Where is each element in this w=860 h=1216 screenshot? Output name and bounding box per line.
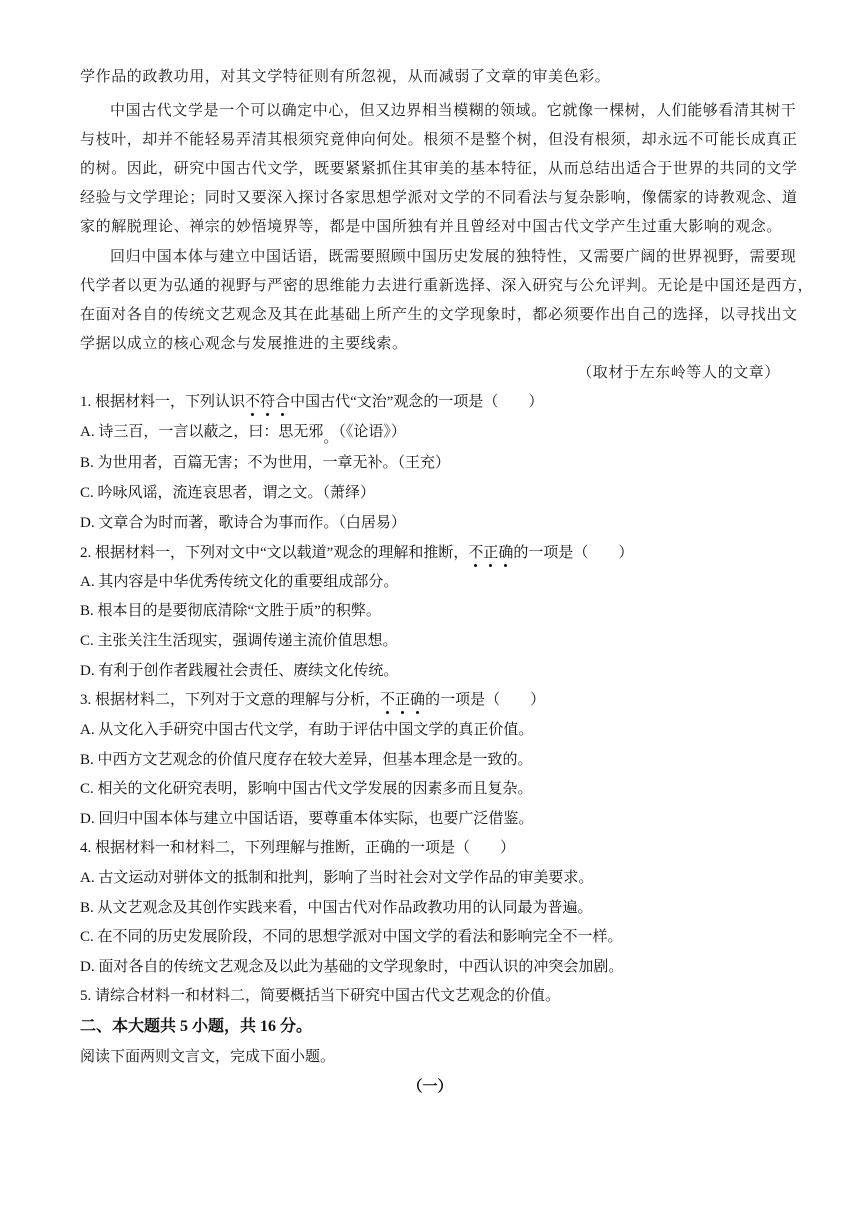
passage-source: （取材于左东岭等人的文章） xyxy=(577,363,780,381)
question-4-option-b: B. 从文艺观念及其创作实践来看，中国古代对作品政教功用的认同最为普遍。 xyxy=(80,900,593,916)
option-text: （《论语》） xyxy=(338,424,406,440)
stem-text: 2. 根据材料一，下列对文中“文以载道”观念的理解和推断， xyxy=(80,545,469,561)
passage-line: 的树。因此，研究中国古代文学，既要紧紧抓住其审美的基本特征，从而总结出适合于世界的共同的文学 xyxy=(80,159,798,177)
passage-line: 中国古代文学是一个可以确定中心，但又边界相当模糊的领域。它就像一棵树，人们能够看清其树干 xyxy=(110,101,797,119)
emphasis-char: 不 xyxy=(380,692,396,708)
emphasis-char: 确 xyxy=(410,692,426,708)
question-1-option-a xyxy=(80,422,406,446)
question-4-stem: 4. 根据材料一和材料二，下列理解与推断，正确的一项是（ ） xyxy=(80,840,516,856)
question-1-option-d: D. 文章合为时而著，歌诗合为事而作。（白居易） xyxy=(80,515,406,531)
question-2-option-b: B. 根本目的是要彻底清除“文胜于质”的积弊。 xyxy=(80,603,381,619)
question-3-option-c: C. 相关的文化研究表明，影响中国古代文学发展的因素多而且复杂。 xyxy=(80,781,533,797)
passage-line: 与枝叶，却并不能轻易弄清其根须究竟伸向何处。根须不是整个树，但没有根须，却永远不可能长成真正 xyxy=(80,130,798,148)
question-1-option-c: C. 吟咏风谣，流连哀思者，谓之文。（萧绎） xyxy=(80,485,376,501)
question-1-stem xyxy=(80,392,543,412)
emphasis-char: 确 xyxy=(498,545,514,561)
question-3-option-d: D. 回归中国本体与建立中国话语，要尊重本体实际，也要广泛借鉴。 xyxy=(80,811,534,827)
passage-line: 学作品的政教功用，对其文学特征则有所忽视，从而减弱了文章的审美色彩。 xyxy=(80,67,611,85)
option-mark: 。 xyxy=(323,430,339,446)
question-2-option-d: D. 有利于创作者践履社会责任、赓续文化传统。 xyxy=(80,663,399,679)
question-4-option-a: A. 古文运动对骈体文的抵制和批判，影响了当时社会对文学作品的审美要求。 xyxy=(80,870,594,886)
question-3-option-a: A. 从文化入手研究中国古代文学，有助于评估中国文学的真正价值。 xyxy=(80,722,534,738)
emphasis-char: 不 xyxy=(245,394,261,410)
passage-line: 学据以成立的核心观念与发展推进的主要线索。 xyxy=(80,334,408,352)
emphasis-char: 正 xyxy=(395,692,411,708)
passage-line: 代学者以更为弘通的视野与严密的思维能力去进行重新选择、深入研究与公允评判。无论是中国还是西方， xyxy=(80,276,814,294)
emphasis-char: 符 xyxy=(260,394,276,410)
passage-line: 回归中国本体与建立中国话语，既需要照顾中国历史发展的独特性，又需要广阔的世界视野，需要现 xyxy=(110,247,797,265)
passage-line: 经验与文学理论；同时又要深入探讨各家思想学派对文学的不同看法与复杂影响，像儒家的诗教观念、道 xyxy=(80,188,798,206)
emphasis-char: 正 xyxy=(483,545,499,561)
question-3-stem xyxy=(80,690,545,710)
question-2-option-c: C. 主张关注生活现实，强调传递主流价值思想。 xyxy=(80,633,398,649)
question-5-stem: 5. 请综合材料一和材料二，简要概括当下研究中国古代文艺观念的价值。 xyxy=(80,988,561,1004)
emphasis-char: 不 xyxy=(468,545,484,561)
option-text: A. 诗三百，一言以蔽之，曰：思无邪 xyxy=(80,424,324,440)
passage-line: 在面对各自的传统文艺观念及其在此基础上所产生的文学现象时，都必须要作出自己的选择，以寻找出文 xyxy=(80,305,798,323)
question-3-option-b: B. 中西方文艺观念的价值尺度存在较大差异，但基本理念是一致的。 xyxy=(80,752,533,768)
question-4-option-d: D. 面对各自的传统文艺观念及以此为基础的文学现象时，中西认识的冲突会加剧。 xyxy=(80,959,624,975)
stem-text: 的一项是（ ） xyxy=(425,692,546,708)
question-2-stem xyxy=(80,543,633,563)
question-4-option-c: C. 在不同的历史发展阶段，不同的思想学派对中国文学的看法和影响完全不一样。 xyxy=(80,929,623,945)
question-1-option-b: B. 为世用者，百篇无害；不为世用，一章无补。（王充） xyxy=(80,455,451,471)
section-instruction: 阅读下面两则文言文，完成下面小题。 xyxy=(80,1049,336,1065)
stem-text: 的一项是（ ） xyxy=(513,545,634,561)
emphasis-char: 合 xyxy=(275,394,291,410)
section-subheading: （一） xyxy=(407,1079,453,1095)
stem-text: 3. 根据材料二，下列对于文意的理解与分析， xyxy=(80,692,381,708)
passage-line: 家的解脱理论、禅宗的妙悟境界等，都是中国所独有并且曾经对中国古代文学产生过重大影响的观念。 xyxy=(80,217,783,235)
question-2-option-a: A. 其内容是中华优秀传统文化的重要组成部分。 xyxy=(80,574,399,590)
stem-text: 1. 根据材料一，下列认识 xyxy=(80,394,246,410)
stem-text: 中国古代“文治”观念的一项是（ ） xyxy=(290,394,544,410)
section-heading: 二、本大题共 5 小题，共 16 分。 xyxy=(80,1018,313,1035)
